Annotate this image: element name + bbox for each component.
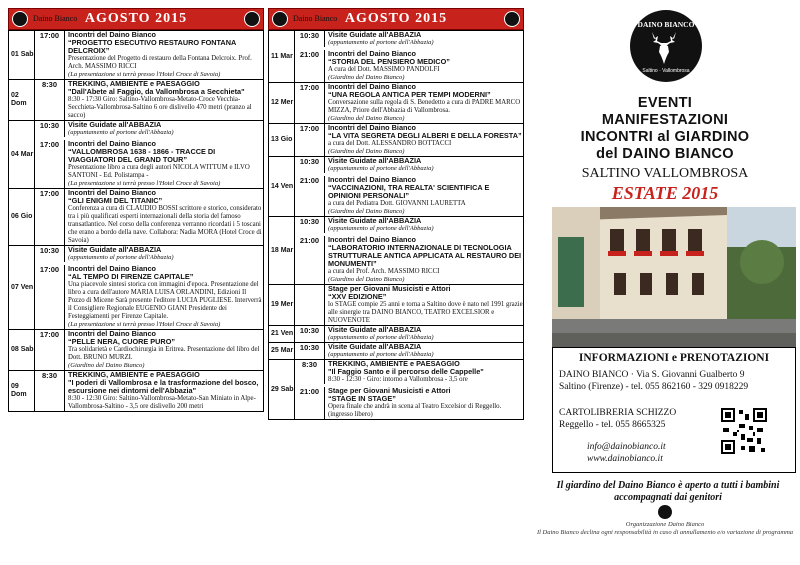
event-description bbox=[64, 140, 263, 188]
website-link[interactable]: www.dainobianco.it bbox=[587, 454, 663, 464]
event-heading: Incontri del Daino Bianco bbox=[328, 235, 416, 244]
event-heading: “PELLE NERA, CUORE PURO” bbox=[68, 337, 176, 346]
schedule-row bbox=[269, 157, 524, 217]
event-description bbox=[324, 326, 523, 342]
event-text: lo STAGE compie 25 anni e torna a Saltino dove è nato nel 1991 grazie alle sinergie tra DAINO BIANCO, TEATRO EXCELSIOR e NUOVENOTE bbox=[328, 301, 523, 324]
event-description bbox=[64, 121, 263, 137]
event-item bbox=[295, 124, 523, 156]
event-description bbox=[324, 360, 523, 384]
event-date: 19 Mer bbox=[269, 285, 295, 326]
event-description bbox=[324, 217, 523, 233]
event-heading: “LABORATORIO INTERNAZIONALE DI TECNOLOGIA STRUTTURALE ANTICA APPLICATA AL RESTAURO DEI MONUMENTI” bbox=[328, 243, 522, 268]
schedule-row bbox=[9, 371, 264, 412]
logo-title: DAINO BIANCO bbox=[637, 20, 695, 29]
event-heading: Incontri del Daino Bianco bbox=[68, 188, 156, 197]
event-date: 18 Mar bbox=[269, 217, 295, 285]
event-location-note: (Giardino del Daino Bianco) bbox=[328, 115, 405, 122]
event-heading: "Il Faggio Santo e il percorso delle Cappelle" bbox=[328, 367, 484, 376]
info-heading: INFORMAZIONI e PRENOTAZIONI bbox=[578, 352, 770, 364]
schedule-row bbox=[9, 246, 264, 330]
event-heading: Visite Guidate all'ABBAZIA bbox=[68, 120, 162, 129]
event-date: 13 Gio bbox=[269, 124, 295, 157]
schedule-row bbox=[269, 217, 524, 285]
event-heading: Incontri del Daino Bianco bbox=[68, 139, 156, 148]
event-heading: "Dall'Abete al Faggio, da Vallombrosa a Secchieta" bbox=[68, 87, 245, 96]
event-text: A cura del Dott. MASSIMO PANDOLFI bbox=[328, 66, 440, 73]
event-date: 07 Ven bbox=[9, 246, 35, 330]
schedule-row bbox=[9, 80, 264, 121]
event-text: Conversazione sulla regola di S. Benedetto a cura di PADRE MARCO MIZZA, Priore dell'Abbazia di Vallombrosa. bbox=[328, 99, 521, 114]
event-description bbox=[64, 246, 263, 262]
event-text: 8:30 - 12:30 · Giro: intorno a Vallombrosa - 3,5 ore bbox=[328, 376, 468, 383]
event-cell bbox=[295, 285, 524, 326]
event-time: 10:30 bbox=[35, 121, 65, 137]
event-item bbox=[35, 121, 263, 137]
event-cell bbox=[295, 157, 524, 217]
event-text: Una piacevole sintesi storica con immagini d'epoca. Presentazione del libro a cura dell'autore MARIA LUISA ORLANDINI, Edizioni Il Pozzo di Micene Sarà presente l'editore LUCIA PUGLIESE. Interverrà il Consigliere Regionale EUGENIO GIANI Presidente dei Festeggiamenti per Firenze Capitale. bbox=[68, 281, 262, 320]
event-time: 21:00 bbox=[295, 387, 325, 419]
event-text: a cura del Prof. Arch. MASSIMO RICCI bbox=[328, 268, 440, 275]
event-item bbox=[295, 83, 523, 123]
event-heading: “XXV EDIZIONE” bbox=[328, 292, 387, 301]
event-text: Tra solidarietà e Cardiochirurgia in Eritrea. Presentazione del libro del Dott. BRUNO MURZI. bbox=[68, 346, 260, 361]
event-description bbox=[324, 50, 523, 82]
children-note: Il giardino del Daino Bianco è aperto a tutti i bambini accompagnati dai genitori bbox=[556, 480, 780, 503]
event-item bbox=[295, 31, 523, 47]
deer-icon bbox=[644, 30, 688, 66]
event-location-note: (La presentazione si terrà presso l'Hotel Croce di Savoia) bbox=[68, 71, 221, 78]
event-location-note: (La presentazione si terrà presso l'Hotel Croce di Savoia) bbox=[68, 180, 221, 187]
event-cell bbox=[35, 246, 264, 330]
event-text: Conferenza a cura di CLAUDIO BOSSI scrittore e storico, considerato tra i più qualificati esperti internazionali della storia del famoso transatlantico. Nel corso della conferenza verranno ricordati i 5 toscani che erano a bordo della nave. Collabora: Nadia MORA (Hotel Croce di Savoia) bbox=[68, 205, 262, 244]
qr-code-icon[interactable] bbox=[719, 406, 769, 456]
schedule-row bbox=[9, 330, 264, 371]
event-heading: Visite Guidate all'ABBAZIA bbox=[328, 156, 422, 165]
event-heading: "I poderi di Vallombrosa e la trasformazione del bosco, escursione nei dintorni dell'Abbazia" bbox=[68, 378, 259, 395]
schedule-column-right bbox=[268, 8, 524, 420]
event-time: 21:00 bbox=[295, 176, 325, 216]
event-location-note: (Giardino del Daino Bianco) bbox=[328, 148, 405, 155]
schedule-row bbox=[269, 124, 524, 157]
event-text: 8:30 - 17:30 Giro: Saltino-Vallombrosa-Metato-Croce Vecchia-Secchieta-Vallombrosa-Saltino 6 ore dislivello 470 metri (pranzo al sacco) bbox=[68, 96, 252, 119]
event-time: 10:30 bbox=[295, 217, 325, 233]
event-cell bbox=[35, 330, 264, 371]
logo-subtitle: Saltino · Vallombrosa bbox=[642, 68, 690, 74]
place-name: SALTINO VALLOMBROSA bbox=[581, 166, 749, 181]
event-heading: “VACCINAZIONI, TRA REALTA' SCIENTIFICA E OPINIONI PERSONALI” bbox=[328, 183, 490, 200]
event-heading: “STORIA DEL PENSIERO MEDICO” bbox=[328, 57, 450, 66]
event-heading: Visite Guidate all'ABBAZIA bbox=[68, 245, 162, 254]
event-description bbox=[64, 330, 263, 370]
event-time bbox=[295, 285, 325, 325]
event-heading: Incontri del Daino Bianco bbox=[68, 329, 156, 338]
event-cell bbox=[295, 31, 524, 83]
event-time: 8:30 bbox=[295, 360, 325, 384]
event-location-note: (appuntamento al portone dell'Abbazia) bbox=[328, 165, 434, 172]
event-item bbox=[295, 343, 523, 359]
title-line: MANIFESTAZIONI bbox=[601, 112, 729, 128]
event-cell bbox=[295, 343, 524, 360]
brand-label: Daino Bianco bbox=[33, 14, 78, 23]
info-shop-phone: Reggello - tel. 055 8665325 bbox=[559, 420, 666, 430]
event-cell bbox=[35, 189, 264, 246]
title-line: EVENTI bbox=[637, 95, 693, 111]
event-heading: Incontri del Daino Bianco bbox=[328, 175, 416, 184]
event-description bbox=[324, 285, 523, 325]
event-time: 17:00 bbox=[35, 31, 65, 79]
event-heading: Incontri del Daino Bianco bbox=[68, 264, 156, 273]
event-date: 06 Gio bbox=[9, 189, 35, 246]
schedule-row bbox=[9, 31, 264, 80]
event-cell bbox=[35, 80, 264, 121]
hotel-photo bbox=[552, 207, 796, 347]
event-heading: Visite Guidate all'ABBAZIA bbox=[328, 325, 422, 334]
event-item bbox=[35, 31, 263, 79]
event-location-note: (Giardino del Daino Bianco) bbox=[328, 74, 405, 81]
schedule-row bbox=[269, 360, 524, 420]
event-heading: Incontri del Daino Bianco bbox=[328, 49, 416, 58]
event-time: 17:00 bbox=[35, 265, 65, 329]
event-text: a cura del Dott. ALESSANDRO BOTTACCI bbox=[328, 140, 452, 147]
title-line: INCONTRI al GIARDINO bbox=[580, 129, 750, 145]
event-cell bbox=[295, 217, 524, 285]
event-item bbox=[295, 387, 523, 419]
event-date: 09 Dom bbox=[9, 371, 35, 412]
event-heading: TREKKING, AMBIENTE e PAESAGGIO bbox=[68, 79, 200, 88]
event-description bbox=[324, 157, 523, 173]
event-time: 17:00 bbox=[35, 189, 65, 245]
info-address: DAINO BIANCO · Via S. Giovanni Gualberto 9 bbox=[559, 370, 745, 380]
month-title: AGOSTO 2015 bbox=[344, 11, 448, 26]
event-time: 17:00 bbox=[295, 83, 325, 123]
event-time: 17:00 bbox=[35, 140, 65, 188]
event-description bbox=[324, 387, 523, 419]
title-line: del DAINO BIANCO bbox=[596, 146, 734, 162]
disclaimer: Il Daino Bianco declina ogni responsabilità in caso di annullamento e/o variazione di programma bbox=[536, 529, 794, 536]
event-description bbox=[64, 80, 263, 120]
event-item bbox=[295, 360, 523, 384]
event-time: 17:00 bbox=[35, 330, 65, 370]
event-location-note: (appuntamento al portone dell'Abbazia) bbox=[68, 129, 174, 136]
event-date: 21 Ven bbox=[269, 326, 295, 343]
season-title: ESTATE 2015 bbox=[611, 183, 719, 203]
event-text: Presentazione libro a cura degli autori NICOLA WITTUM e ILVO SANTONI - Ed. Polistampa - bbox=[68, 164, 250, 179]
event-item bbox=[295, 236, 523, 284]
month-title: AGOSTO 2015 bbox=[84, 11, 188, 26]
event-date: 11 Mar bbox=[269, 31, 295, 83]
deer-logo-icon bbox=[12, 11, 28, 27]
event-date: 25 Mar bbox=[269, 343, 295, 360]
event-location-note: (appuntamento al portone dell'Abbazia) bbox=[328, 39, 434, 46]
event-item bbox=[295, 157, 523, 173]
event-heading: “VALLOMBROSA 1638 - 1866 - TRACCE DI VIAGGIATORI DEL GRAND TOUR” bbox=[68, 147, 216, 164]
event-location-note: (La presentazione si terrà presso l'Hotel Croce di Savoia) bbox=[68, 321, 221, 328]
event-location-note: (appuntamento al portone dell'Abbazia) bbox=[328, 225, 434, 232]
event-location-note: (Giardino del Daino Bianco) bbox=[68, 362, 145, 369]
event-location-note: (Giardino del Daino Bianco) bbox=[328, 208, 405, 215]
event-item bbox=[295, 176, 523, 216]
event-heading: Stage per Giovani Musicisti e Attori bbox=[328, 386, 451, 395]
event-item bbox=[35, 265, 263, 329]
event-cell bbox=[295, 83, 524, 124]
schedule-row bbox=[9, 121, 264, 189]
event-heading: Incontri del Daino Bianco bbox=[328, 82, 416, 91]
event-cell bbox=[35, 371, 264, 412]
main-title bbox=[530, 95, 800, 163]
event-description bbox=[324, 83, 523, 123]
event-cell bbox=[35, 31, 264, 80]
deer-logo-icon bbox=[658, 505, 672, 519]
brand-label: Daino Bianco bbox=[293, 14, 338, 23]
deer-logo-icon bbox=[504, 11, 520, 27]
event-date: 12 Mer bbox=[269, 83, 295, 124]
organizer bbox=[530, 521, 800, 537]
event-heading: “LA VITA SEGRETA DEGLI ALBERI E DELLA FORESTA” bbox=[328, 131, 522, 140]
cover-panel bbox=[530, 0, 800, 565]
event-heading: “STAGE IN STAGE” bbox=[328, 394, 396, 403]
event-heading: Visite Guidate all'ABBAZIA bbox=[328, 30, 422, 39]
event-heading: “PROGETTO ESECUTIVO RESTAURO FONTANA DELCROIX” bbox=[68, 38, 236, 55]
event-time: 10:30 bbox=[295, 326, 325, 342]
event-description bbox=[324, 31, 523, 47]
month-banner bbox=[268, 8, 524, 30]
event-heading: Incontri del Daino Bianco bbox=[328, 123, 416, 132]
event-cell bbox=[295, 124, 524, 157]
event-description bbox=[64, 371, 263, 411]
event-cell bbox=[295, 326, 524, 343]
event-item bbox=[35, 330, 263, 370]
info-box bbox=[552, 347, 796, 473]
event-time: 10:30 bbox=[295, 343, 325, 359]
event-item bbox=[295, 217, 523, 233]
event-time: 21:00 bbox=[295, 236, 325, 284]
event-heading: Incontri del Daino Bianco bbox=[68, 30, 156, 39]
event-heading: “UNA REGOLA ANTICA PER TEMPI MODERNI” bbox=[328, 90, 491, 99]
event-time: 10:30 bbox=[295, 31, 325, 47]
schedule-table bbox=[268, 30, 524, 420]
schedule-table bbox=[8, 30, 264, 412]
info-phone: Saltino (Firenze) - tel. 055 862160 - 329 0918229 bbox=[559, 382, 749, 392]
event-heading: Stage per Giovani Musicisti e Attori bbox=[328, 284, 451, 293]
email-link[interactable]: info@dainobianco.it bbox=[587, 442, 666, 452]
event-description bbox=[64, 265, 263, 329]
deer-logo-icon bbox=[244, 11, 260, 27]
event-item bbox=[35, 246, 263, 262]
event-description bbox=[64, 189, 263, 245]
event-item bbox=[295, 285, 523, 325]
event-cell bbox=[295, 360, 524, 420]
event-heading: TREKKING, AMBIENTE e PAESAGGIO bbox=[68, 370, 200, 379]
event-time: 10:30 bbox=[35, 246, 65, 262]
event-text: 8:30 - 12:30 Giro: Saltino-Vallombrosa-Metato-San Miniato in Alpe-Vallombrosa-Saltino - 3,5 ore dislivello 200 metri bbox=[68, 395, 256, 410]
deer-logo-icon bbox=[272, 11, 288, 27]
organizer-name: Organizzazione Daino Bianco bbox=[625, 521, 705, 528]
event-date: 04 Mar bbox=[9, 121, 35, 189]
event-cell bbox=[35, 121, 264, 189]
event-item bbox=[295, 326, 523, 342]
event-date: 02 Dom bbox=[9, 80, 35, 121]
event-date: 08 Sab bbox=[9, 330, 35, 371]
event-heading: Visite Guidate all'ABBAZIA bbox=[328, 342, 422, 351]
event-time: 8:30 bbox=[35, 80, 65, 120]
event-item bbox=[35, 140, 263, 188]
event-location-note: (Giardino del Daino Bianco) bbox=[328, 276, 405, 283]
schedule-row bbox=[269, 83, 524, 124]
event-date: 29 Sab bbox=[269, 360, 295, 420]
event-location-note: (appuntamento al portone dell'Abbazia) bbox=[68, 254, 174, 261]
event-text: Opera finale che andrà in scena al Teatro Excelsior di Reggello. (ingresso libero) bbox=[328, 403, 502, 418]
schedule-column-left bbox=[8, 8, 264, 412]
event-time: 17:00 bbox=[295, 124, 325, 156]
event-description bbox=[324, 343, 523, 359]
event-date: 01 Sab bbox=[9, 31, 35, 80]
event-time: 21:00 bbox=[295, 50, 325, 82]
event-heading: TREKKING, AMBIENTE e PAESAGGIO bbox=[328, 359, 460, 368]
event-text: Presentazione del Progetto di restauro della Fontana Delcroix. Prof. Arch. MASSIMO RICCI bbox=[68, 55, 252, 70]
event-time: 8:30 bbox=[35, 371, 65, 411]
event-item bbox=[35, 189, 263, 245]
daino-bianco-logo bbox=[630, 10, 702, 82]
event-heading: “GLI ENIGMI DEL TITANIC” bbox=[68, 196, 163, 205]
schedule-row bbox=[269, 343, 524, 360]
schedule-row bbox=[269, 326, 524, 343]
schedule-row bbox=[269, 285, 524, 326]
event-item bbox=[295, 50, 523, 82]
event-heading: “AL TEMPO DI FIRENZE CAPITALE” bbox=[68, 272, 194, 281]
month-banner bbox=[8, 8, 264, 30]
schedule-row bbox=[269, 31, 524, 83]
event-location-note: (appuntamento al portone dell'Abbazia) bbox=[328, 351, 434, 358]
event-heading: Visite Guidate all'ABBAZIA bbox=[328, 216, 422, 225]
event-time: 10:30 bbox=[295, 157, 325, 173]
event-description bbox=[64, 31, 263, 79]
event-date: 14 Ven bbox=[269, 157, 295, 217]
event-text: a cura del Pediatra Dott. GIOVANNI LAURETTA bbox=[328, 200, 466, 207]
event-description bbox=[324, 124, 523, 156]
schedule-row bbox=[9, 189, 264, 246]
info-shop: CARTOLIBRERIA SCHIZZO bbox=[559, 408, 677, 418]
event-description bbox=[324, 236, 523, 284]
event-location-note: (appuntamento al portone dell'Abbazia) bbox=[328, 334, 434, 341]
event-item bbox=[35, 80, 263, 120]
event-description bbox=[324, 176, 523, 216]
event-item bbox=[35, 371, 263, 411]
